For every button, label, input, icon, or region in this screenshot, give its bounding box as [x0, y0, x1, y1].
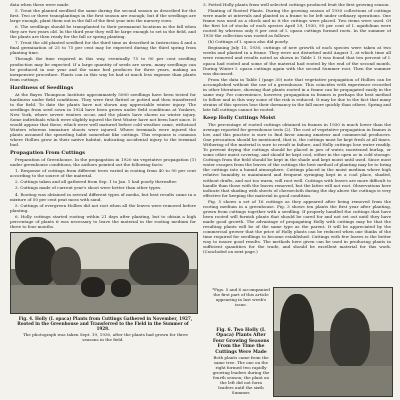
photo-ground [274, 366, 392, 396]
paragraph: Fig. 5 shows a set of 16 cuttings as they appeared after being removed from the rooting medium in a greenhouse. Fig. 3 shows ten plants the first year after planting, grown from cuttings together with a seedling. If properly handled the cuttings that have been rooted will furnish plants that should be cared for and not set out until they have made good growth. The advantage of propagating Holly with cuttings may be that the resulting plants will be of the same type as the parent. It will be appreciated by the commercial grower that the price of Holly plants can be reduced when one thinks of the time required for seedlings to become established. Cuttings with few leaves is the better way to insure good results. The methods here given can be used in producing plants in sufficient quantities for the trade, and should be excellent material for this work. (Concluded on next page.) [203, 198, 391, 255]
photo-tree [280, 294, 314, 364]
paragraph: (b) Cuttings of I. opaca also did poorly. [208, 39, 289, 45]
figure-note-text: *Figs. 5 and 6 accompanied the first part of this article appearing in last week's issue. [212, 287, 270, 307]
paragraph: Preparation of Greenhouse. In the propagation in 1920 six vegetative propagation (1) under greenhouse conditions, the authors pointed out the following facts: [10, 157, 196, 168]
list-item: 3. Cuttings made of current year's shoot were better than other types. [15, 185, 162, 191]
section-heading: Hardiness of Seedlings [10, 84, 74, 91]
paragraph: 7. Treat the old planted seedbed for the third time as described in Instruction 4 and a final germination of 25 to 75 per cent may be expected during the third spring from planting time. [10, 40, 196, 56]
paragraph: The percentage of rooted cuttings obtained in frames in 1930 is much lower than the average reported for greenhouse tests (2). The cost of vegetative propagation in frames is low, and this practice is sure to find favor among amateur and commercial producers. One precaution should be mentioned, that is, the cuttings must be kept fresh at all times. Withering of the material is sure to result in failure, and Holly cuttings lose water readily. To prevent drying the cuttings should be placed in jars of water, moistened burlap, or some other moist covering, and should be kept cool, either in the open or in cold storage. Cuttings from the field should be kept in the shade and kept moist until used. Since most water escapes from the leaves of the cuttings the best method of planting may be to bring the cuttings into a humid atmosphere. Cuttings placed in the moist medium where high relative humidity is maintained and frequent syringing kept in a cool place, shaded, without drafts, and not too warm, will root well. Cuttings with leaves are more difficult to handle than those with the leaves removed, but the latter will not root. Observations here indicate that shading with sheets of cheesecloth during the day above the cuttings is very effective for keeping the material in good condition. [203, 121, 391, 198]
paragraph: 6. The seedlings should be transplanted to their permanent locations in the fall when they are two years old. In the third year they will be large enough to set in the field, and the plants are then ready for the fall or spring planting. [10, 24, 196, 40]
figure-6-subcaption: Both plants came from the same tree. The one on the right formed two rapidly growing leaders during the fourth season; the plant on the left did not form leaders until the sixth Summer. [212, 355, 270, 396]
photo-shrub [81, 277, 105, 297]
figure-6-caption: Fig. 6. Two Holly (I. Opaca) Plants After Four Growing Seasons From the Time the Cuttings Were Made [212, 328, 270, 355]
photo-tree [51, 247, 81, 287]
figure-6-caption-block [212, 328, 270, 395]
section-heading: Propagation From Cuttings [10, 150, 85, 157]
figure-6-photo-wrap [273, 287, 391, 397]
list-item: 1. Response of cuttings from different trees varied in rooting from 40 to 90 per cent according to the source of the material. [10, 168, 196, 179]
figure-note [212, 287, 270, 307]
list-item: 4. Rooting was obtained in several different types of media, but best results came in a mixture of 50 per cent peat moss with sand. [10, 191, 196, 202]
paragraph: At the Bayes Thompson Institute approximately 5000 seedlings have been tested for hardiness under field conditions. They were first flatted or potted and then transferred to the field. To date the plants have not shown any appreciable winter injury. The seedlings from seed sown in 1924 have been grown under field conditions at Yonkers, New York, where severe winters occur, and the plants have shown no winter injury. Some individuals which were slightly injured the first Winter have not been hurt since. It would appear that these, which were well matured before cold weather came, withstood Winters whereas immature shoots were injured. Where terminals were injured the plants assumed the sprawling habit somewhat like cuttings. This response is common where Hollies grow in their native habitat, indicating accidental injury to the terminal bud. [10, 91, 196, 148]
photo-tree [129, 243, 189, 287]
list-item: 5. Cuttings of evergreen Hollies did not root when all the leaves were removed before planting. [10, 202, 196, 213]
list-item: 6. Holly cuttings started rooting within 21 days after planting, but to obtain a high percentage of plants it was necessary to leave the material in the rooting medium for three to four months. [10, 213, 196, 229]
paragraph: Planting of Rooted Plants. During the growing season of 1930 collections of cuttings were made at intervals and planted in a frame to be left under ordinary operations. One frame was used as a check and in it the cuttings were placed. Two items were used. Of the first lot of stocks of each species April 29, 1930, 95 per cent of I. aquifolium were rooted by whereas only 8 per cent of I. opaca cuttings formed roots. In the summer of 1930 the collection was rooted as follows: [203, 8, 391, 39]
figure-4-photo [10, 232, 198, 314]
paragraph: Beginning July 15, 1930, cuttings of new growth of each species were taken at two weeks and planted in a frame. They were not disturbed until August 1, at which time all were removed and results noted as shown in Table I. It was found that ten percent of I. opaca had rooted and some of the material had rooted by the end of the second month. During Winter I. opaca cuttings again with the second Summer root. Then the summer was discussed. [203, 45, 391, 76]
figure-4-subcaption: The photograph was taken Sept. 19, 1930, after the plants had grown for three seasons in the field. [23, 332, 188, 343]
paragraph: Through the time required in this way, eventually 75 to 90 per cent seedling production may be expected. If a large quantity of seeds are sown, many seedlings can be produced in one year and the same bed produces for three years, making an inexpensive procedure. Plants can in this way be had at much less expense than plants from cuttings. [10, 56, 196, 82]
right-column [203, 2, 391, 286]
section-heading: Keep Holly Cuttings Moist [203, 114, 276, 121]
photo-shrub [111, 279, 131, 297]
paragraph: 5. Treat the planted seedbed the same during the second season as described for the first. Two or three transplantings in the first season are enough; but if the seedlings are large enough, plant them out in the fall of the first year into the nursery rows. [10, 8, 196, 24]
list-item: 2. Cuttings taken and all gathered from Sep. 1 to Jan. 1 had poorly thereafter. [15, 179, 178, 185]
paragraph: data when these were made. [10, 2, 70, 7]
photo-tree [330, 308, 370, 368]
figure-6-photo [273, 287, 393, 397]
paragraph: 3. Potted Holly plants from well selected cuttings produced fruit the first growing season. [203, 2, 390, 7]
figure-4-caption: Fig. 4. Holly (I. opaca) Plants from Cuttings Gathered in November, 1927, Rooted in the Greenhouse and Transferred to the Field in the Summer of 1928. [17, 315, 193, 332]
left-column [10, 2, 196, 342]
paragraph: From the data in Table I (page 30) note that vegetative propagation of Hollies can be accomplished without the use of a greenhouse. This coincides with experience recorded in other literature, showing that plants rooted in a frame can be propagated easily in the same way. For convenience, however, propagation in frames is perhaps the best method to follow and in this way some of the risk is reduced. It may be due to the fact that many strains of this species lose their dormancy in the fall more quickly than others. Spring and late fall cuttings cannot be rooted. [203, 76, 391, 112]
